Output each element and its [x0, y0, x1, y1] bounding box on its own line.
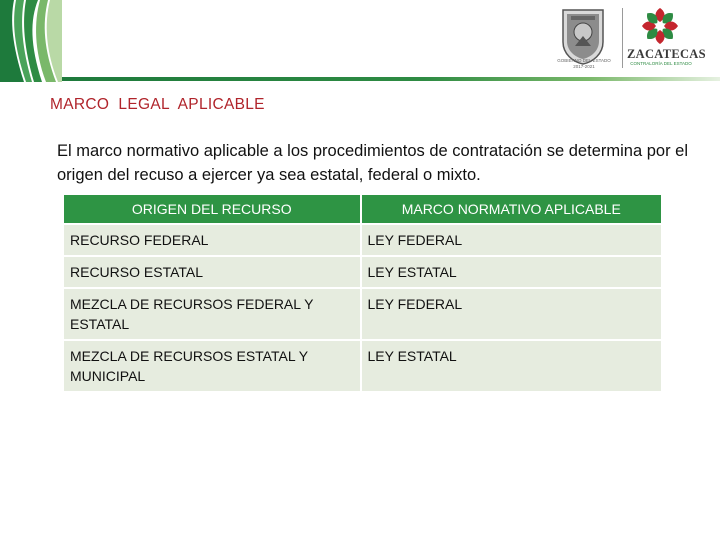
state-tagline: CONTRALORÍA DEL ESTADO: [630, 61, 692, 66]
header-rule: [62, 77, 720, 81]
table-header-row: [64, 195, 661, 223]
legal-framework-table: [62, 193, 663, 393]
table-row: [64, 341, 661, 391]
zacatecas-logo-icon: [638, 6, 682, 46]
framework-cell: LEY ESTATAL: [362, 257, 662, 287]
corner-swoosh-decoration: [0, 0, 62, 82]
framework-cell: LEY FEDERAL: [362, 289, 662, 339]
column-header-origin: ORIGEN DEL RECURSO: [64, 195, 360, 223]
logo-divider: [622, 8, 623, 68]
table-row: [64, 257, 661, 287]
origin-cell: RECURSO FEDERAL: [64, 225, 360, 255]
slide-title: MARCO LEGAL APLICABLE: [50, 96, 265, 113]
table-row: [64, 225, 661, 255]
column-header-framework: MARCO NORMATIVO APLICABLE: [362, 195, 662, 223]
origin-cell: MEZCLA DE RECURSOS FEDERAL Y ESTATAL: [64, 289, 360, 339]
origin-cell: MEZCLA DE RECURSOS ESTATAL Y MUNICIPAL: [64, 341, 360, 391]
seal-caption: GOBIERNO DEL ESTADO 2017-2021: [557, 58, 611, 69]
table-row: [64, 289, 661, 339]
origin-cell: RECURSO ESTATAL: [64, 257, 360, 287]
framework-cell: LEY ESTATAL: [362, 341, 662, 391]
intro-paragraph: El marco normativo aplicable a los procedimientos de contratación se determina por el origen del recuso a ejercer ya sea estatal, federal o mixto.: [57, 142, 688, 184]
framework-cell: LEY FEDERAL: [362, 225, 662, 255]
state-name-logo-text: ZACATECAS: [627, 47, 706, 61]
